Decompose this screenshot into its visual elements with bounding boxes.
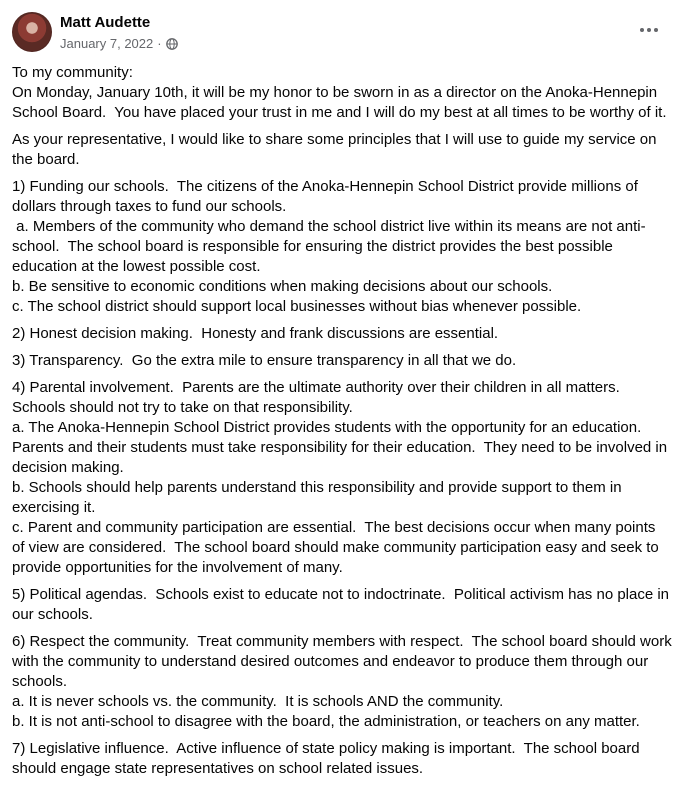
post-header — [12, 11, 178, 53]
post-body — [12, 63, 672, 786]
globe-icon[interactable] — [166, 37, 178, 49]
post-paragraph-transparency: 3) Transparency. Go the extra mile to ensure transparency in all that we do. — [12, 352, 517, 369]
author-avatar[interactable] — [12, 12, 52, 52]
author-name[interactable]: Matt Audette — [60, 13, 151, 31]
post-paragraph-funding: 1) Funding our schools. The citizens of the Anoka-Hennepin School District provide millions of dollars through taxes to fund our schools. a. Members of the community who demand the school district live within its means are not anti-school. The school board is responsible for ensuring the district provides the best possible education at the lowest possible cost. b. Be sensitive to economic conditions when making decisions about our schools. c. The school district should support local businesses without bias whenever possible. — [12, 178, 646, 315]
post-paragraph-intro: To my community: On Monday, January 10th, it will be my honor to be sworn in as a director on the Anoka-Hennepin School Board. You have placed your trust in me and I will do my best at all times to be worthy of it. — [12, 64, 667, 121]
post-paragraph-respect: 6) Respect the community. Treat community members with respect. The school board should work with the community to understand desired outcomes and endeavor to produce them through our schools. a. It is never schools vs. the community. It is schools AND the community. b. It is not anti-school to disagree with the board, the administration, or teachers on any matter. — [12, 633, 672, 730]
post-date[interactable]: January 7, 2022 — [60, 35, 154, 51]
post-paragraph-legislative: 7) Legislative influence. Active influence of state policy making is important. The school board should engage state representatives on school related issues. — [12, 740, 644, 777]
post-meta — [60, 13, 178, 52]
post-paragraph-political: 5) Political agendas. Schools exist to educate not to indoctrinate. Political activism has no place in our schools. — [12, 586, 674, 623]
more-options-icon — [640, 28, 658, 32]
post-paragraph-representative: As your representative, I would like to share some principles that I will use to guide my service on the board. — [12, 131, 661, 168]
more-options-button[interactable] — [635, 20, 663, 40]
post-paragraph-parental: 4) Parental involvement. Parents are the ultimate authority over their children in all matters. Schools should not try to take on that responsibility. a. The Anoka-Hennepin School District provides students with the opportunity for an education. Parents and their students must take responsibility for their education. They need to be involved in decision making. b. Schools should help parents understand this responsibility and provide support to them in exercising it. c. Parent and community participation are essential. The best decisions occur when many points of view are considered. The school board should make community participation easy and seek to provide opportunities for the involvement of many. — [12, 379, 668, 576]
post-paragraph-honesty: 2) Honest decision making. Honesty and frank discussions are essential. — [12, 325, 499, 342]
separator: · — [157, 35, 162, 51]
post-subline — [60, 35, 178, 52]
